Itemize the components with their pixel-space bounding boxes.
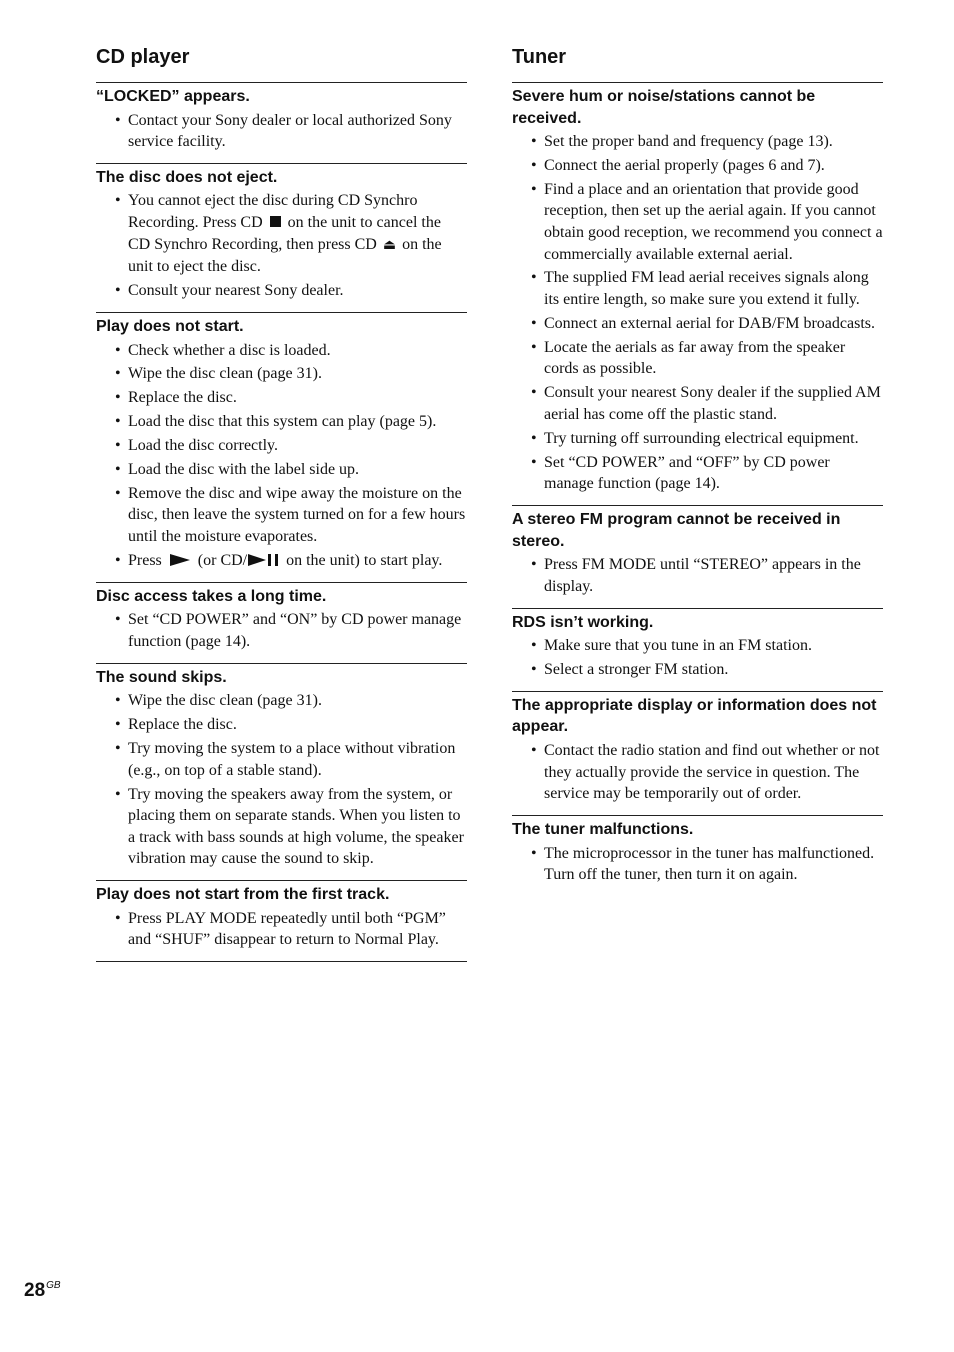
list-item: • The supplied FM lead aerial receives signals along its entire length, so make sure you extend it fully. [531, 269, 869, 309]
section-locked [96, 82, 467, 163]
list-item: • Remove the disc and wipe away the moisture on the disc, then leave the system turned on for a few hours until the moisture evaporates. [115, 484, 466, 546]
bullet-list [96, 110, 467, 153]
section-heading: The appropriate display or information does not appear. [512, 696, 877, 736]
section-disc-access [96, 582, 467, 663]
list-item: • Connect an external aerial for DAB/FM broadcasts. [531, 314, 876, 332]
section-severe-hum [512, 82, 883, 505]
page-number: $28^{GB}$ [24, 1280, 61, 1301]
list-item: • Press PLAY MODE repeatedly until both “PGM” and “SHUF” disappear to return to Normal Play. [115, 909, 446, 949]
play-icon [170, 554, 190, 566]
section-title-tuner: Tuner [512, 46, 567, 68]
bullet-list [96, 609, 467, 652]
section-heading: The disc does not eject. [96, 168, 278, 186]
section-heading: Disc access takes a long time. [96, 587, 327, 605]
right-column [512, 44, 883, 896]
bullet-list [96, 908, 467, 951]
section-heading: The sound skips. [96, 668, 227, 686]
list-item: • Wipe the disc clean (page 31). [115, 365, 322, 383]
list-item: • Find a place and an orientation that provide good reception, then set up the aerial again. If you cannot obtain good reception, we recommend you connect a commercially available external aerial. [531, 180, 883, 263]
list-item: • Load the disc correctly. [115, 437, 279, 455]
section-play-not-start [96, 312, 467, 582]
bullet-list [512, 740, 883, 805]
section-heading: A stereo FM program cannot be received in stereo. [512, 511, 841, 550]
list-item: • Load the disc with the label side up. [115, 461, 360, 478]
list-item: • Consult your nearest Sony dealer. [115, 282, 344, 300]
list-item: • Check whether a disc is loaded. [115, 341, 331, 359]
list-item: • Replace the disc. [115, 389, 237, 407]
section-stereo-fm [512, 505, 883, 607]
section-heading: Severe hum or noise/stations cannot be received. [512, 88, 816, 127]
list-item: • Consult your nearest Sony dealer if the supplied AM aerial has come off the plastic stand. [531, 384, 881, 423]
bullet-list [512, 131, 883, 495]
bullet-list [96, 340, 467, 572]
section-heading: Play does not start. [96, 318, 244, 336]
bullet-list [96, 190, 467, 301]
section-display-info [512, 691, 883, 815]
list-item: • You cannot eject the disc during CD Synchro Recording. Press CD on the unit to cancel the CD Synchro Recording, then press CD ⏏ on the unit to eject the disc. [115, 192, 442, 276]
section-rds [512, 608, 883, 691]
list-item: • Replace the disc. [115, 716, 237, 734]
list-item: • Make sure that you tune in an FM station. [531, 637, 812, 655]
list-item: • Locate the aerials as far away from the speaker cords as possible. [531, 338, 846, 378]
list-item: • Contact your Sony dealer or local authorized Sony service facility. [115, 111, 452, 151]
section-disc-no-eject [96, 163, 467, 312]
section-first-track [96, 880, 467, 962]
list-item: • Connect the aerial properly (pages 6 and 7). [531, 156, 825, 174]
play-icon [248, 554, 266, 566]
section-heading: “LOCKED” appears. [96, 88, 250, 105]
section-heading: Play does not start from the first track. [96, 886, 390, 904]
list-item: • Set “CD POWER” and “ON” by CD power manage function (page 14). [115, 611, 462, 650]
bullet-list [512, 635, 883, 680]
bullet-list [512, 554, 883, 597]
list-item: • Contact the radio station and find out whether or not they actually provide the service in question. The service may be temporarily out of order. [531, 741, 880, 803]
list-item: • Set “CD POWER” and “OFF” by CD power manage function (page 14). [531, 453, 830, 493]
section-title-cd-player: CD player [96, 46, 190, 68]
section-heading: The tuner malfunctions. [512, 821, 694, 839]
list-item: • Press FM MODE until “STEREO” appears in the display. [531, 556, 861, 595]
bullet-list [96, 690, 467, 870]
list-item: • Load the disc that this system can play (page 5). [115, 413, 437, 431]
list-item: • Press (or CD/ on the unit) to start play. [115, 551, 443, 569]
section-tuner-malfunctions [512, 815, 883, 896]
stop-square-icon [270, 216, 281, 227]
list-item: • Select a stronger FM station. [531, 661, 729, 679]
list-item: • The microprocessor in the tuner has malfunctioned. Turn off the tuner, then turn it on again. [531, 844, 875, 884]
list-item: • Wipe the disc clean (page 31). [115, 692, 322, 710]
left-column [96, 44, 467, 962]
section-heading: RDS isn’t working. [512, 613, 654, 631]
bullet-list [512, 843, 883, 886]
section-sound-skips [96, 663, 467, 880]
page-suffix: GB [46, 1280, 61, 1291]
pause-icon [268, 554, 278, 566]
list-item: • Set the proper band and frequency (page 13). [531, 133, 833, 150]
list-item: • Try moving the speakers away from the system, or placing them on separate stands. When you listen to a track with bass sounds at high volume, the speaker vibration may cause the sound to skip. [115, 785, 464, 868]
eject-icon: ⏏ [382, 236, 397, 253]
list-item: • Try moving the system to a place without vibration (e.g., on top of a stable stand). [115, 740, 456, 779]
list-item: • Try turning off surrounding electrical equipment. [531, 429, 859, 447]
